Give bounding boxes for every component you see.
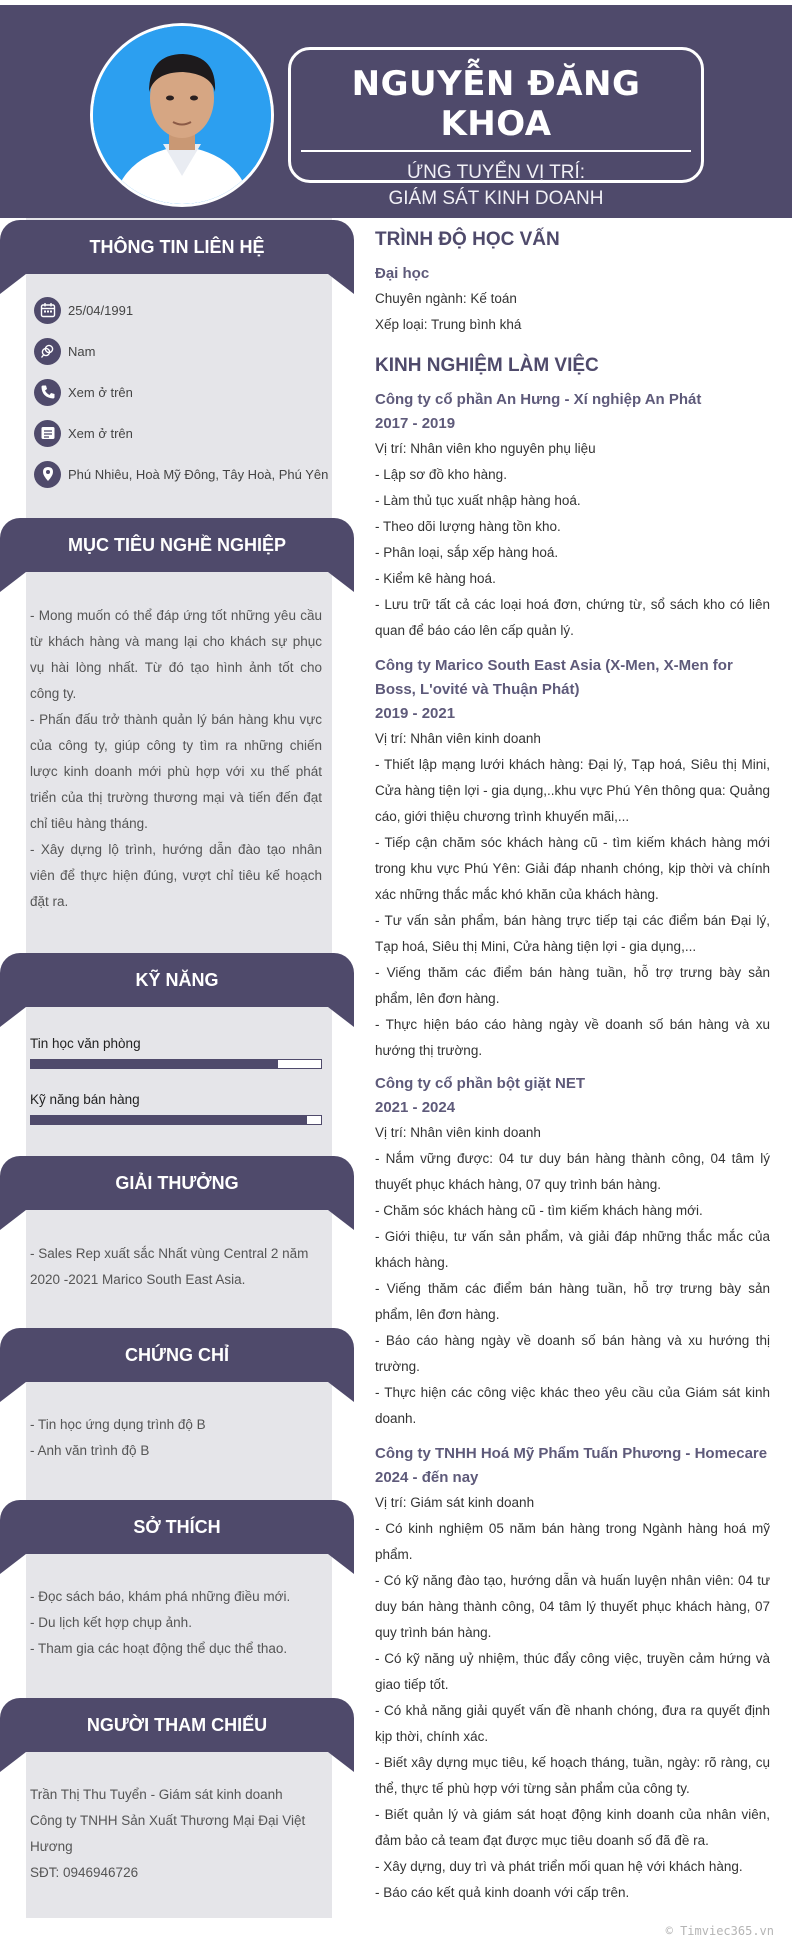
email-text: Xem ở trên — [68, 425, 133, 441]
hobbies-section-title: SỞ THÍCH — [0, 1500, 354, 1554]
skills-section-title: KỸ NĂNG — [0, 953, 354, 1007]
job-company: Công ty cổ phần bột giặt NET — [375, 1075, 585, 1092]
certificates-list — [30, 1412, 322, 1464]
hobby-item: - Du lịch kết hợp chụp ảnh. — [30, 1615, 192, 1630]
skill-bar-fill — [31, 1116, 307, 1124]
education-details — [375, 286, 770, 338]
awards-section-title: GIẢI THƯỞNG — [0, 1156, 354, 1210]
job-duty: - Chăm sóc khách hàng cũ - tìm kiếm khách hàng mới. — [375, 1203, 703, 1218]
job-duty: - Tiếp cận chăm sóc khách hàng cũ - tìm kiếm khách hàng mới trong khu vực Phú Yên: Giải đáp nhanh chóng, kịp thời và chính xác những thắc mắc khó khăn của khách hàng. — [375, 835, 770, 902]
contact-gender — [34, 337, 95, 365]
skill-bar — [30, 1115, 322, 1125]
address-text: Phú Nhiêu, Hoà Mỹ Đông, Tây Hoà, Phú Yên — [68, 466, 329, 482]
objective-text — [30, 603, 322, 915]
job-duty: - Xây dựng, duy trì và phát triển mối quan hệ với khách hàng. — [375, 1859, 743, 1874]
job-duty: - Viếng thăm các điểm bán hàng tuần, hỗ trợ trưng bày sản phẩm, lên đơn hàng. — [375, 1281, 770, 1322]
education-section-title: TRÌNH ĐỘ HỌC VẤN — [375, 229, 560, 250]
candidate-name: NGUYỄN ĐĂNG KHOA — [351, 64, 641, 144]
contact-email — [34, 419, 133, 447]
job-header — [375, 388, 770, 436]
job-duty: - Làm thủ tục xuất nhập hàng hoá. — [375, 493, 581, 508]
skill-name: Tin học văn phòng — [30, 1036, 141, 1051]
education-rank: Xếp loại: Trung bình khá — [375, 317, 522, 332]
contact-birthday — [34, 296, 133, 324]
contact-address — [34, 460, 328, 488]
header-banner — [0, 5, 792, 218]
job-duty: - Báo cáo hàng ngày về doanh số bán hàng và xu hướng thị trường. — [375, 1333, 770, 1374]
job-role: Vị trí: Nhân viên kinh doanh — [375, 1125, 541, 1140]
contact-section-title: THÔNG TIN LIÊN HỆ — [0, 220, 354, 274]
objective-line: - Phấn đấu trở thành quản lý bán hàng khu vực của công ty, giúp công ty tìm ra những chiến lược kinh doanh mới phù hợp với xu thế phát triển của thị trường thương mại và tiến đến đạt chỉ tiêu hàng tháng. — [30, 712, 322, 831]
job-duty: - Có khả năng giải quyết vấn đề nhanh chóng, đưa ra quyết định kịp thời, chính xác. — [375, 1703, 770, 1744]
position-label: ỨNG TUYỂN VỊ TRÍ: — [406, 162, 586, 183]
job-duty: - Nắm vững được: 04 tư duy bán hàng thành công, 04 tâm lý thuyết phục khách hàng, 07 quy trình bán hàng. — [375, 1151, 770, 1192]
certificate-item: - Anh văn trình độ B — [30, 1443, 150, 1458]
job-duty: - Biết quản lý và giám sát hoạt động kinh doanh của nhân viên, đảm bảo cả team đạt được mục tiêu doanh số đã đề ra. — [375, 1807, 770, 1848]
job-role: Vị trí: Nhân viên kinh doanh — [375, 731, 541, 746]
name-divider — [301, 150, 691, 152]
job-duty: - Có kinh nghiệm 05 năm bán hàng trong Ngành hàng hoá mỹ phẩm. — [375, 1521, 770, 1562]
job-company: Công ty cổ phần An Hưng - Xí nghiệp An Phát — [375, 391, 702, 408]
profile-photo — [90, 23, 274, 207]
job-duty: - Thực hiện báo cáo hàng ngày về doanh số bán hàng và xu hướng thị trường. — [375, 1017, 770, 1058]
job-duty: - Lập sơ đồ kho hàng. — [375, 467, 507, 482]
skill-name: Kỹ năng bán hàng — [30, 1092, 140, 1107]
education-major: Chuyên ngành: Kế toán — [375, 291, 517, 306]
job-duty: - Có kỹ năng uỷ nhiệm, thúc đẩy công việc, truyền cảm hứng và giao tiếp tốt. — [375, 1651, 770, 1692]
job-duty: - Lưu trữ tất cả các loại hoá đơn, chứng từ, sổ sách kho có liên quan để báo cáo lên cấp quản lý. — [375, 597, 770, 638]
skill-bar-fill — [31, 1060, 278, 1068]
experience-section-title: KINH NGHIỆM LÀM VIỆC — [375, 355, 599, 376]
gender-icon — [34, 338, 61, 365]
job-period: 2019 - 2021 — [375, 705, 456, 722]
references-section-title: NGƯỜI THAM CHIẾU — [0, 1698, 354, 1752]
objective-line: - Mong muốn có thể đáp ứng tốt những yêu cầu từ khách hàng và mang lại cho khách sự phục vụ hài lòng nhất. Từ đó tạo hình ảnh tốt cho công ty. — [30, 608, 322, 701]
education-degree: Đại học — [375, 265, 430, 282]
job-details — [375, 1120, 770, 1432]
birthday-text: 25/04/1991 — [68, 302, 134, 318]
job-duty: - Theo dõi lượng hàng tồn kho. — [375, 519, 561, 534]
job-role: Vị trí: Giám sát kinh doanh — [375, 1495, 535, 1510]
objective-line: - Xây dựng lộ trình, hướng dẫn đào tạo nhân viên để thực hiện đúng, vượt chỉ tiêu kế hoạch đặt ra. — [30, 842, 322, 909]
gender-text: Nam — [68, 343, 96, 359]
job-period: 2024 - đến nay — [375, 1469, 479, 1486]
reference-phone: SĐT: 0946946726 — [30, 1865, 139, 1880]
job-duty: - Tư vấn sản phẩm, bán hàng trực tiếp tại các điểm bán Đại lý, Tạp hoá, Siêu thị Mini, Cửa hàng tiện lợi - gia dụng,... — [375, 913, 770, 954]
job-details — [375, 436, 770, 644]
email-icon — [34, 420, 61, 447]
job-duty: - Báo cáo kết quả kinh doanh với cấp trên. — [375, 1885, 630, 1900]
skill-bar — [30, 1059, 322, 1069]
phone-icon — [34, 379, 61, 406]
job-duty: - Có kỹ năng đào tạo, hướng dẫn và huấn luyện nhân viên: 04 tư duy bán hàng thành công, 04 tâm lý thuyết phục khách hàng, 07 quy trình bán hàng. — [375, 1573, 770, 1640]
job-duty: - Phân loại, sắp xếp hàng hoá. — [375, 545, 559, 560]
hobby-item: - Tham gia các hoạt động thể dục thể thao. — [30, 1641, 288, 1656]
job-details — [375, 726, 770, 1064]
person-photo-icon — [93, 26, 271, 204]
job-duty: - Giới thiệu, tư vấn sản phẩm, và giải đáp những thắc mắc của khách hàng. — [375, 1229, 770, 1270]
reference-person: Trần Thị Thu Tuyển - Giám sát kinh doanh — [30, 1787, 283, 1802]
calendar-icon — [34, 297, 61, 324]
job-duty: - Biết xây dựng mục tiêu, kế hoạch tháng, tuần, ngày: rõ ràng, cụ thể, thực tế phù hợp với từng sản phẩm của công ty. — [375, 1755, 770, 1796]
job-details — [375, 1490, 770, 1906]
name-box — [288, 47, 704, 209]
references-text — [30, 1782, 322, 1886]
job-duty: - Kiểm kê hàng hoá. — [375, 571, 496, 586]
hobby-item: - Đọc sách báo, khám phá những điều mới. — [30, 1589, 291, 1604]
awards-text: - Sales Rep xuất sắc Nhất vùng Central 2 năm 2020 -2021 Marico South East Asia. — [30, 1246, 309, 1287]
job-period: 2021 - 2024 — [375, 1099, 456, 1116]
hobbies-list — [30, 1584, 322, 1662]
job-company: Công ty Marico South East Asia (X-Men, X-Men for Boss, L'ovité và Thuận Phát) — [375, 657, 733, 698]
job-header — [375, 654, 770, 726]
job-header — [375, 1442, 770, 1490]
position-title: GIÁM SÁT KINH DOANH — [388, 188, 604, 209]
location-icon — [34, 461, 61, 488]
phone-text: Xem ở trên — [68, 384, 133, 400]
job-duty: - Thực hiện các công việc khác theo yêu cầu của Giám sát kinh doanh. — [375, 1385, 770, 1426]
certificates-section-title: CHỨNG CHỈ — [0, 1328, 354, 1382]
job-duty: - Viếng thăm các điểm bán hàng tuần, hỗ trợ trưng bày sản phẩm, lên đơn hàng. — [375, 965, 770, 1006]
job-period: 2017 - 2019 — [375, 415, 456, 432]
job-company: Công ty TNHH Hoá Mỹ Phẩm Tuấn Phương - Homecare — [375, 1445, 768, 1462]
contact-phone — [34, 378, 133, 406]
watermark: © Timviec365.vn — [665, 1924, 774, 1938]
job-role: Vị trí: Nhân viên kho nguyên phụ liệu — [375, 441, 596, 456]
reference-company: Công ty TNHH Sản Xuất Thương Mại Đại Việt Hương — [30, 1813, 306, 1854]
objective-section-title: MỤC TIÊU NGHỀ NGHIỆP — [0, 518, 354, 572]
certificate-item: - Tin học ứng dụng trình độ B — [30, 1417, 206, 1432]
job-header — [375, 1072, 770, 1120]
job-duty: - Thiết lập mạng lưới khách hàng: Đại lý, Tạp hoá, Siêu thị Mini, Cửa hàng tiện lợi - gia dụng,..khu vực Phú Yên thông qua: Quảng cáo, giới thiệu chương trình khuyến mãi,... — [375, 757, 770, 824]
